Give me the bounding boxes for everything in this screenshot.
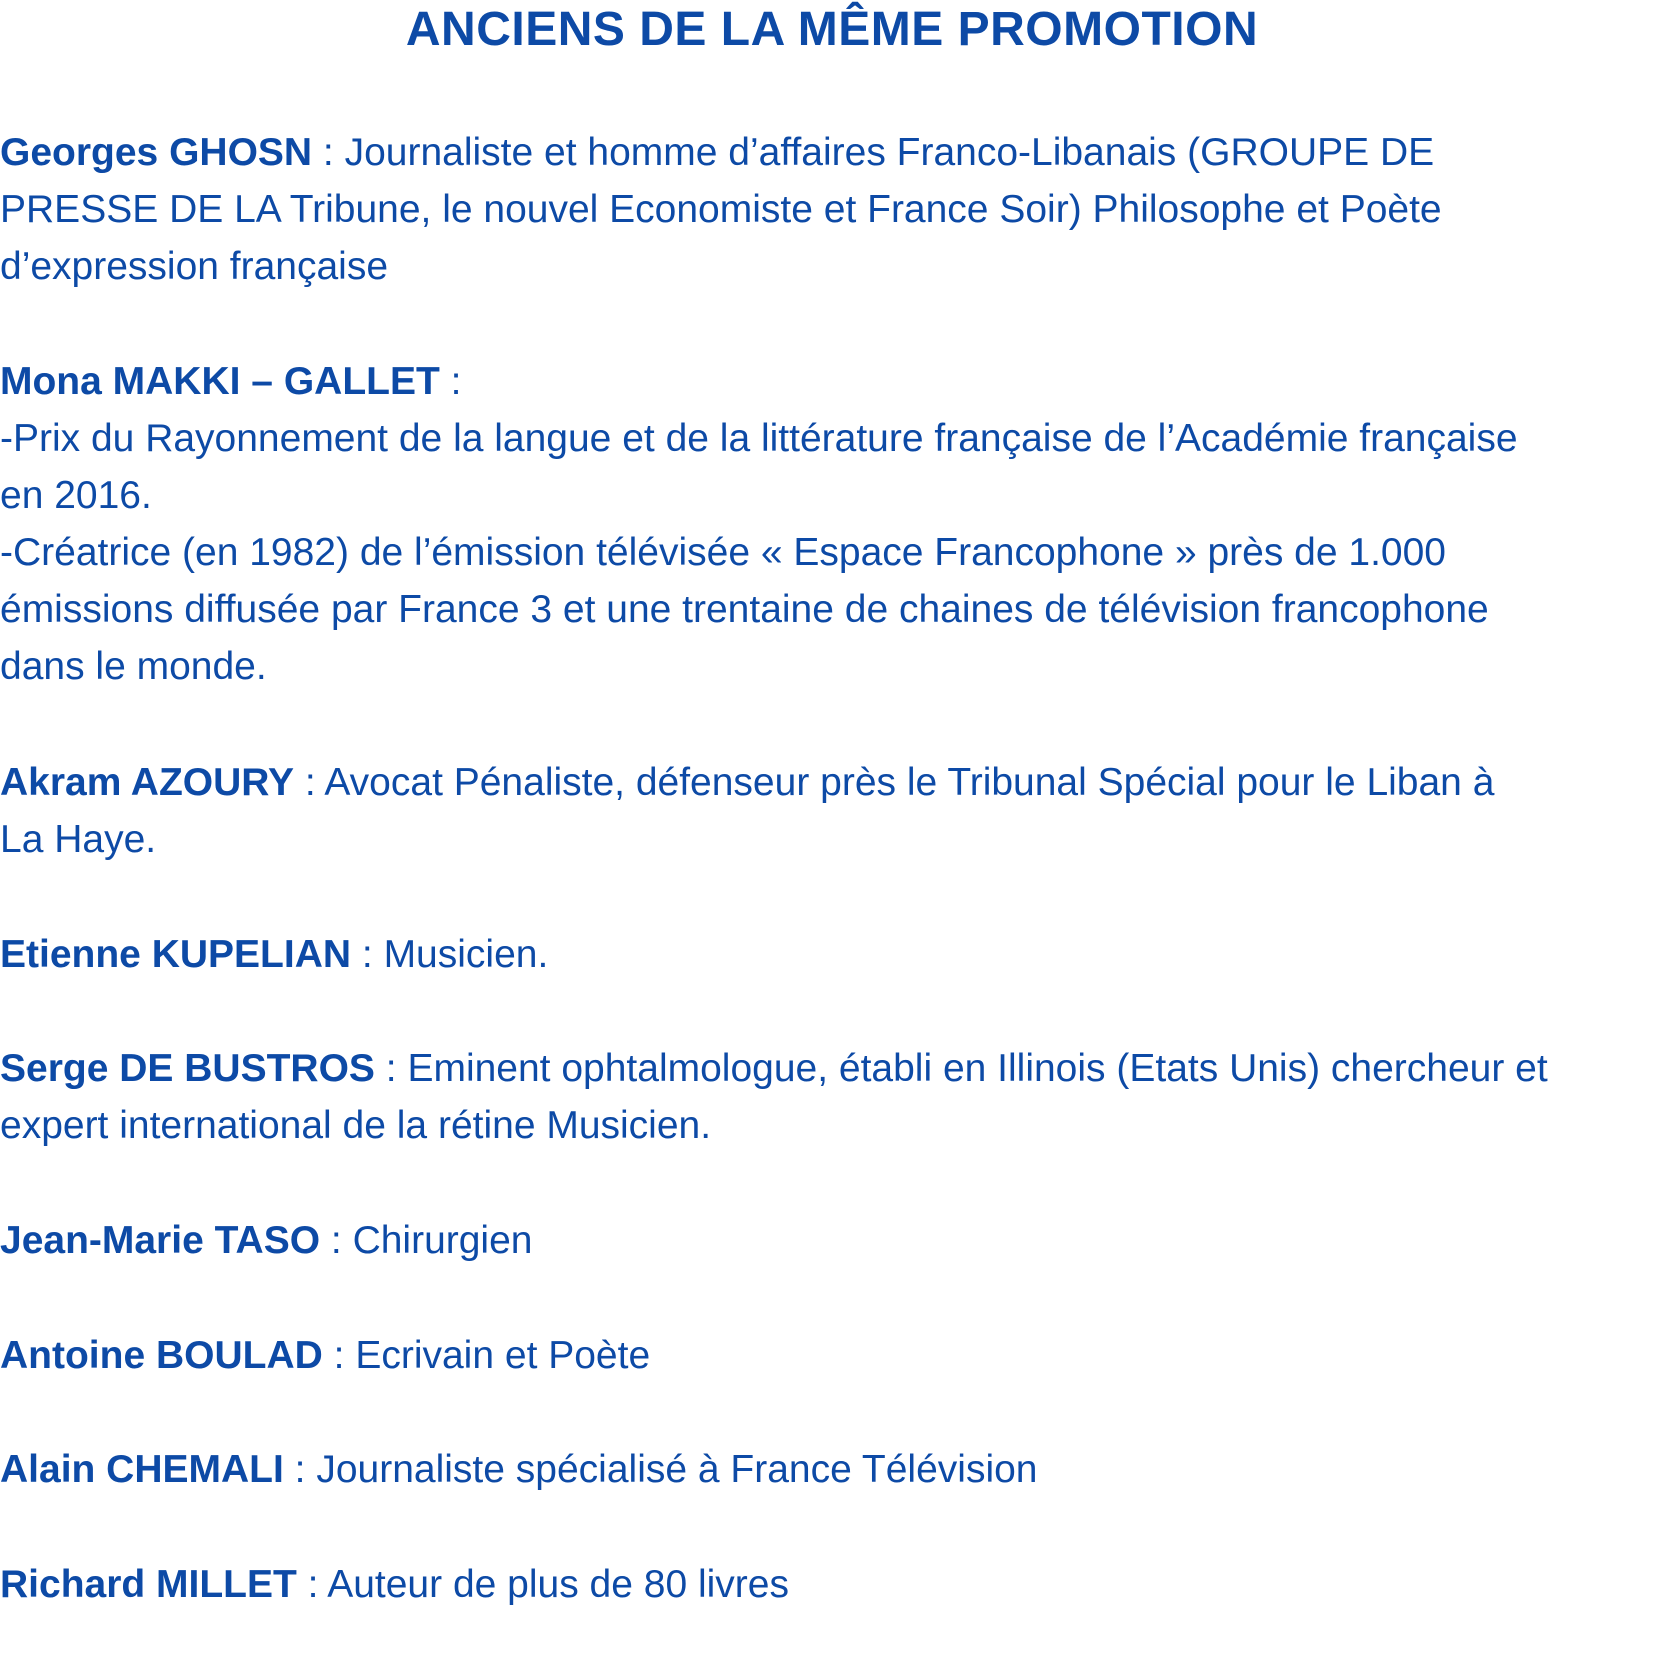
entry-separator: : [374,1047,408,1090]
alumni-name: Georges GHOSN [0,131,313,174]
entry-line [0,1212,1654,1269]
entry-line: PRESSE DE LA Tribune, le nouvel Economiste et France Soir) Philosophe et Poète [0,188,1442,231]
alumni-name: Jean-Marie TASO [0,1219,321,1262]
entry-separator: : [439,360,462,403]
alumni-name: Alain CHEMALI [0,1448,284,1491]
entry-description: Avocat Pénaliste, défenseur près le Tribunal Spécial pour le Liban à [324,761,1495,804]
entry-line: expert international de la rétine Musicien. [0,1104,712,1147]
entry-line [0,1556,1654,1613]
entry-separator: : [294,761,325,804]
entry-separator: : [283,1448,317,1491]
entry-separator: : [322,1334,356,1377]
alumni-entry-ghosn [0,124,1654,295]
alumni-name: Serge DE BUSTROS [0,1047,375,1090]
entry-description: Journaliste spécialisé à France Télévision [316,1448,1038,1491]
entry-line [0,926,1654,983]
entry-line: -Prix du Rayonnement de la langue et de la littérature française de l’Académie française [0,417,1518,460]
alumni-entry-azoury [0,754,1654,868]
alumni-name: Mona MAKKI – GALLET [0,360,440,403]
entry-line: La Haye. [0,818,157,861]
entry-line: en 2016. [0,474,152,517]
entry-description: Chirurgien [352,1219,533,1262]
entry-separator: : [351,933,384,976]
entry-description: Musicien. [383,933,549,976]
entry-line [0,124,1654,181]
entry-line [0,1327,1654,1384]
alumni-name: Antoine BOULAD [0,1334,323,1377]
page-title: ANCIENS DE LA MÊME PROMOTION [405,3,1259,56]
alumni-entry-kupelian [0,926,1654,983]
entry-line [0,1441,1654,1498]
alumni-entry-millet [0,1556,1654,1613]
entry-separator: : [320,1219,353,1262]
entry-description: Auteur de plus de 80 livres [327,1563,789,1606]
alumni-name: Akram AZOURY [0,761,295,804]
alumni-entry-de-bustros [0,1040,1654,1154]
entry-line: -Créatrice (en 1982) de l’émission télévisée « Espace Francophone » près de 1.000 [0,531,1446,574]
entry-line [0,1040,1654,1097]
alumni-name: Richard MILLET [0,1563,297,1606]
alumni-entry-makki-gallet [0,353,1654,695]
entry-line: d’expression française [0,245,389,288]
entry-description: Journaliste et homme d’affaires Franco-Libanais (GROUPE DE [344,131,1435,174]
entry-description: Eminent ophtalmologue, établi en Illinois (Etats Unis) chercheur et [407,1047,1548,1090]
entry-description: Ecrivain et Poète [355,1334,651,1377]
alumni-entry-taso [0,1212,1654,1269]
alumni-name: Etienne KUPELIAN [0,933,352,976]
entry-line: émissions diffusée par France 3 et une trentaine de chaines de télévision francophone [0,588,1489,631]
entry-separator: : [296,1563,328,1606]
entry-line: dans le monde. [0,645,267,688]
alumni-entry-boulad [0,1327,1654,1384]
entry-separator: : [312,131,345,174]
alumni-entry-chemali [0,1441,1654,1498]
entry-line [0,754,1654,811]
entry-line [0,353,1654,410]
